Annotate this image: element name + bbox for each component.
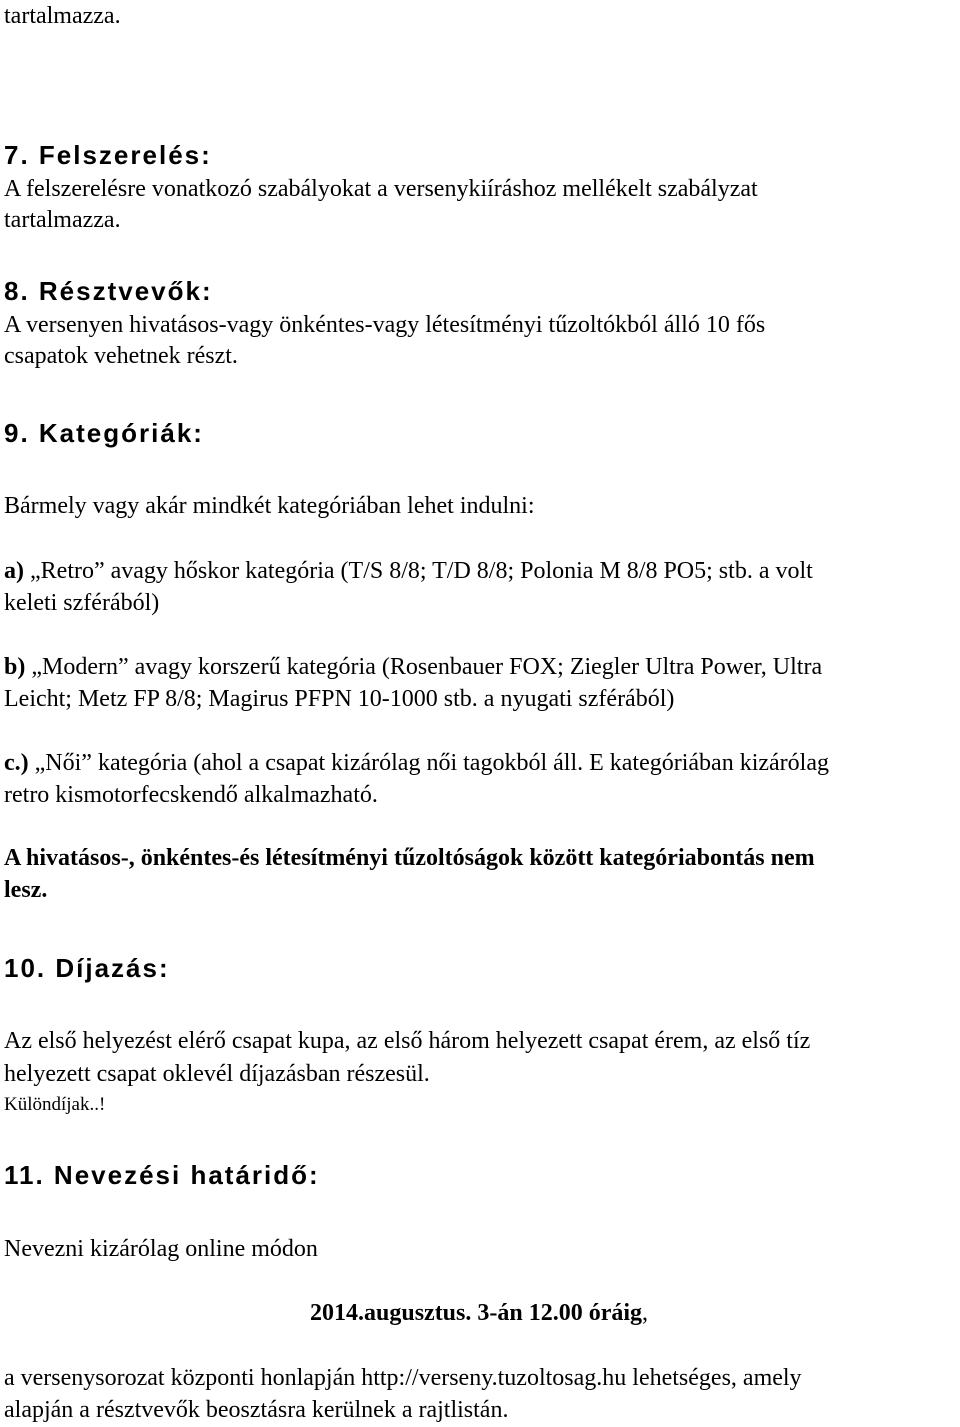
text-line: tartalmazza. [4,3,121,29]
category-c-line [4,748,829,778]
text-line: helyezett csapat oklevél díjazásban részesül. [4,1061,430,1087]
category-a-text: „Retro” avagy hőskor kategória (T/S 8/8; T/D 8/8; Polonia M 8/8 PO5; stb. a volt [24,558,813,584]
deadline-suffix: , [642,1300,649,1326]
text-line: A versenyen hivatásos-vagy önkéntes-vagy létesítményi tűzoltókból álló 10 fős [4,312,766,338]
section-heading-kategoriak: 9. Kategóriák: [4,418,204,448]
text-line: keleti szférából) [4,590,160,616]
special-prizes-text: Különdíjak..! [4,1094,106,1115]
category-b-label: b) [4,654,26,680]
category-note: lesz. [4,877,48,903]
category-a-label: a) [4,558,24,584]
text-line: a versenysorozat központi honlapján http://verseny.tuzoltosag.hu lehetséges, amely [4,1365,802,1391]
section-heading-felszereles: 7. Felszerelés: [4,140,212,170]
text-line: Leicht; Metz FP 8/8; Magirus PFPN 10-1000 stb. a nyugati szférából) [4,686,675,712]
text-line: Bármely vagy akár mindkét kategóriában lehet indulni: [4,493,535,519]
category-a-line [4,556,813,586]
text-line: A felszerelésre vonatkozó szabályokat a versenykiíráshoz mellékelt szabályzat [4,176,758,202]
category-b-text: „Modern” avagy korszerű kategória (Rosenbauer FOX; Ziegler Ultra Power, Ultra [25,654,823,680]
text-line: csapatok vehetnek részt. [4,343,238,369]
text-line: retro kismotorfecskendő alkalmazható. [4,782,378,808]
deadline-line [310,1298,648,1328]
text-line: tartalmazza. [4,207,121,233]
category-b-line [4,652,822,682]
category-note: A hivatásos-, önkéntes-és létesítményi tűzoltóságok között kategóriabontás nem [4,845,815,871]
category-c-text: „Női” kategória (ahol a csapat kizárólag női tagokból áll. E kategóriában kizárólag [28,750,829,776]
section-heading-nevezesi-hatarido: 11. Nevezési határidő: [4,1160,320,1190]
deadline-date: 2014.augusztus. 3-án 12.00 óráig [310,1300,643,1326]
text-line: alapján a résztvevők beosztásra kerülnek a rajtlistán. [4,1397,509,1423]
section-heading-dijazas: 10. Díjazás: [4,953,170,983]
text-line: Nevezni kizárólag online módon [4,1236,318,1262]
section-heading-resztvevok: 8. Résztvevők: [4,276,213,306]
text-line: Az első helyezést elérő csapat kupa, az első három helyezett csapat érem, az első tíz [4,1028,811,1054]
category-c-label: c.) [4,750,29,776]
